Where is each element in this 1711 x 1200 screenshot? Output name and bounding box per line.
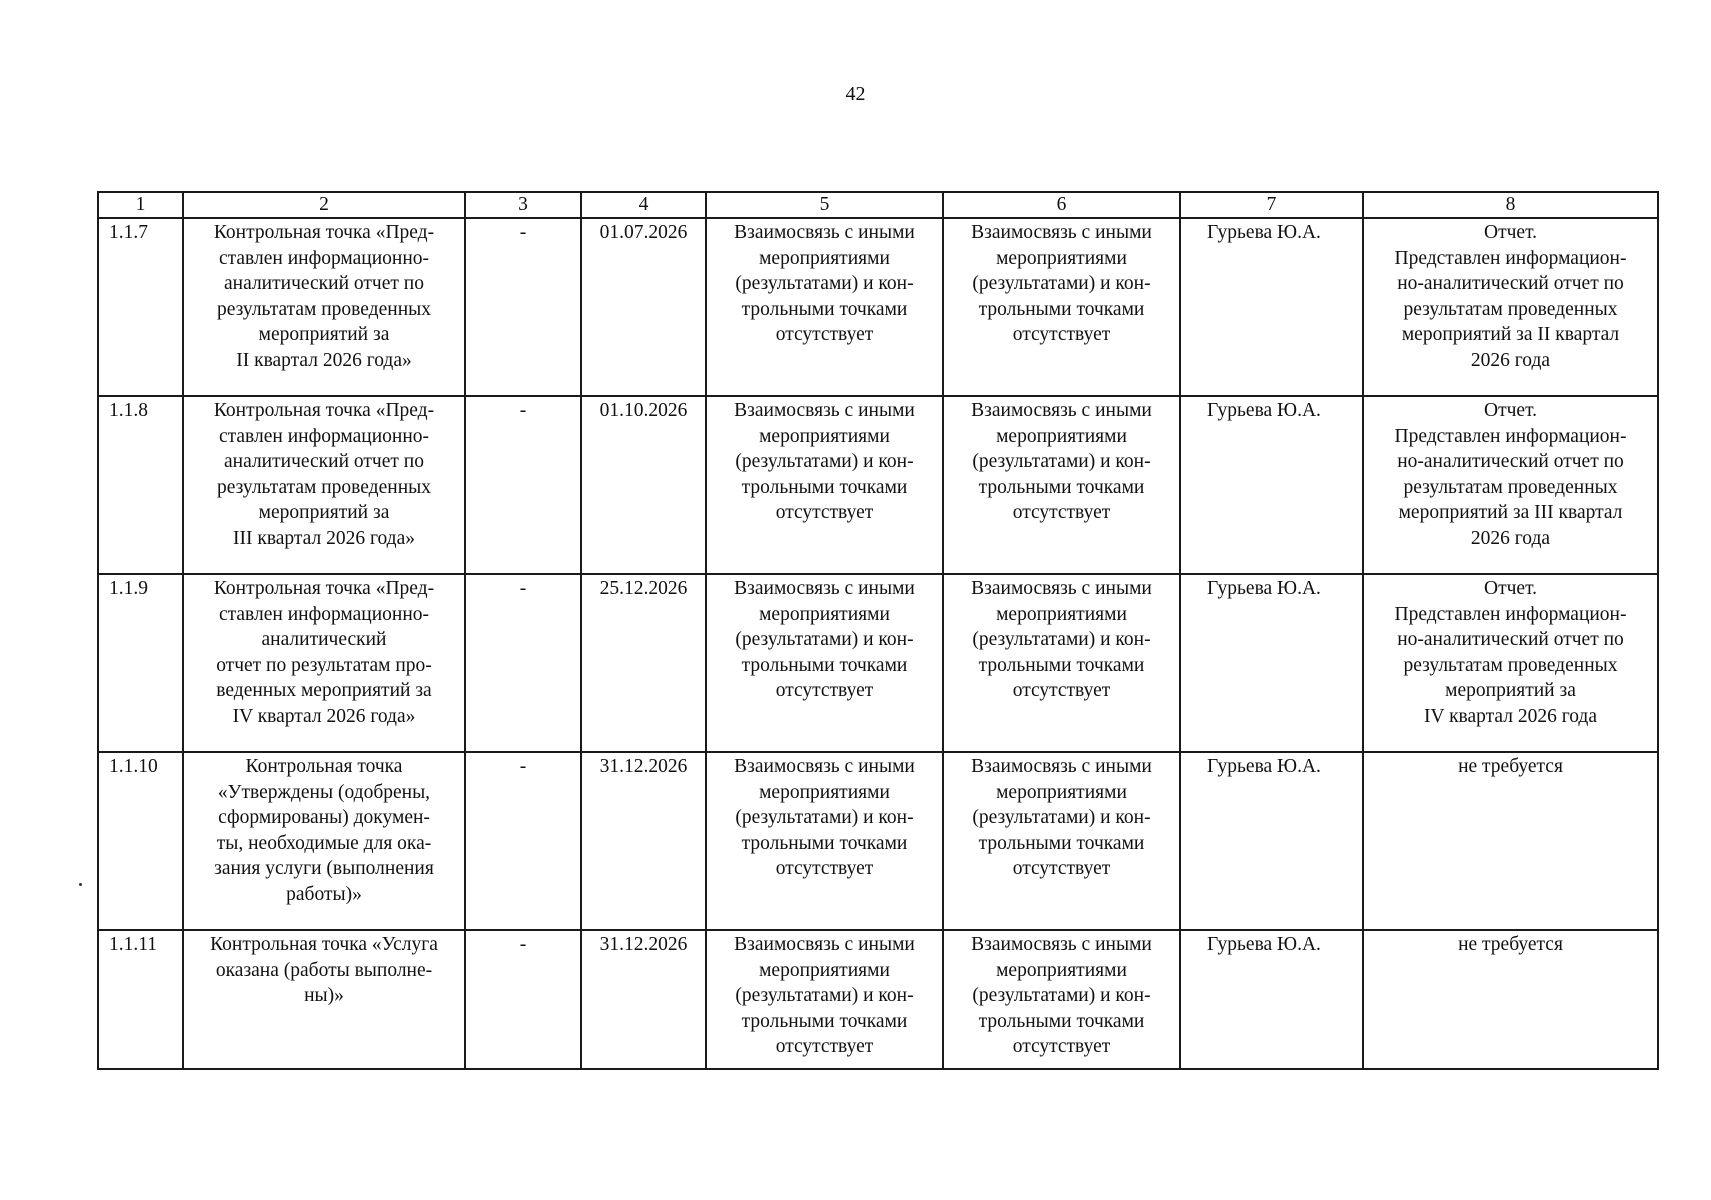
- control-point-name: Контрольная точка «Пред- ставлен информационно- аналитический отчет по результатам про- веденных мероприятий за IV квартал 2026 года»: [183, 574, 465, 752]
- column-number-3: 3: [465, 192, 581, 218]
- control-point-name: Контрольная точка «Пред- ставлен информационно- аналитический отчет по результатам проведенных мероприятий за II квартал 2026 года»: [183, 218, 465, 396]
- table-row: [98, 396, 1658, 574]
- result-description: Отчет. Представлен информацион- но-аналитический отчет по результатам проведенных мероприятий за III квартал 2026 года: [1363, 396, 1658, 574]
- column-6-relationship: Взаимосвязь с иными мероприятиями (результатами) и кон- трольными точками отсутствует: [943, 218, 1180, 396]
- table-row: [98, 930, 1658, 1069]
- column-number-6: 6: [943, 192, 1180, 218]
- column-6-relationship: Взаимосвязь с иными мероприятиями (результатами) и кон- трольными точками отсутствует: [943, 396, 1180, 574]
- result-description: не требуется: [1363, 752, 1658, 930]
- column-3-value: -: [465, 930, 581, 1069]
- control-points-table: [97, 191, 1659, 1070]
- column-3-value: -: [465, 218, 581, 396]
- row-number: 1.1.7: [98, 218, 183, 396]
- result-description: не требуется: [1363, 930, 1658, 1069]
- responsible-person: Гурьева Ю.А.: [1180, 218, 1363, 396]
- column-number-5: 5: [706, 192, 943, 218]
- control-point-name: Контрольная точка «Пред- ставлен информационно- аналитический отчет по результатам проведенных мероприятий за III квартал 2026 года»: [183, 396, 465, 574]
- deadline-date: 25.12.2026: [581, 574, 706, 752]
- column-number-1: 1: [98, 192, 183, 218]
- column-3-value: -: [465, 396, 581, 574]
- column-5-relationship: Взаимосвязь с иными мероприятиями (результатами) и кон- трольными точками отсутствует: [706, 218, 943, 396]
- control-point-name: Контрольная точка «Утверждены (одобрены, сформированы) докумен- ты, необходимые для ока- зания услуги (выполнения работы)»: [183, 752, 465, 930]
- column-5-relationship: Взаимосвязь с иными мероприятиями (результатами) и кон- трольными точками отсутствует: [706, 752, 943, 930]
- column-5-relationship: Взаимосвязь с иными мероприятиями (результатами) и кон- трольными точками отсутствует: [706, 574, 943, 752]
- column-3-value: -: [465, 574, 581, 752]
- row-number: 1.1.9: [98, 574, 183, 752]
- row-number: 1.1.8: [98, 396, 183, 574]
- responsible-person: Гурьева Ю.А.: [1180, 574, 1363, 752]
- column-3-value: -: [465, 752, 581, 930]
- column-6-relationship: Взаимосвязь с иными мероприятиями (результатами) и кон- трольными точками отсутствует: [943, 752, 1180, 930]
- column-6-relationship: Взаимосвязь с иными мероприятиями (результатами) и кон- трольными точками отсутствует: [943, 574, 1180, 752]
- row-number: 1.1.10: [98, 752, 183, 930]
- column-number-4: 4: [581, 192, 706, 218]
- deadline-date: 31.12.2026: [581, 752, 706, 930]
- column-6-relationship: Взаимосвязь с иными мероприятиями (результатами) и кон- трольными точками отсутствует: [943, 930, 1180, 1069]
- scan-speck: [79, 883, 82, 886]
- row-number: 1.1.11: [98, 930, 183, 1069]
- table-row: [98, 218, 1658, 396]
- column-number-2: 2: [183, 192, 465, 218]
- column-5-relationship: Взаимосвязь с иными мероприятиями (результатами) и кон- трольными точками отсутствует: [706, 396, 943, 574]
- responsible-person: Гурьева Ю.А.: [1180, 396, 1363, 574]
- column-number-row: [98, 192, 1658, 218]
- page-number: 42: [845, 83, 866, 105]
- column-5-relationship: Взаимосвязь с иными мероприятиями (результатами) и кон- трольными точками отсутствует: [706, 930, 943, 1069]
- column-number-7: 7: [1180, 192, 1363, 218]
- responsible-person: Гурьева Ю.А.: [1180, 930, 1363, 1069]
- deadline-date: 01.10.2026: [581, 396, 706, 574]
- table-row: [98, 752, 1658, 930]
- deadline-date: 31.12.2026: [581, 930, 706, 1069]
- responsible-person: Гурьева Ю.А.: [1180, 752, 1363, 930]
- column-number-8: 8: [1363, 192, 1658, 218]
- deadline-date: 01.07.2026: [581, 218, 706, 396]
- control-point-name: Контрольная точка «Услуга оказана (работы выполне- ны)»: [183, 930, 465, 1069]
- result-description: Отчет. Представлен информацион- но-аналитический отчет по результатам проведенных мероприятий за IV квартал 2026 года: [1363, 574, 1658, 752]
- result-description: Отчет. Представлен информацион- но-аналитический отчет по результатам проведенных мероприятий за II квартал 2026 года: [1363, 218, 1658, 396]
- table-row: [98, 574, 1658, 752]
